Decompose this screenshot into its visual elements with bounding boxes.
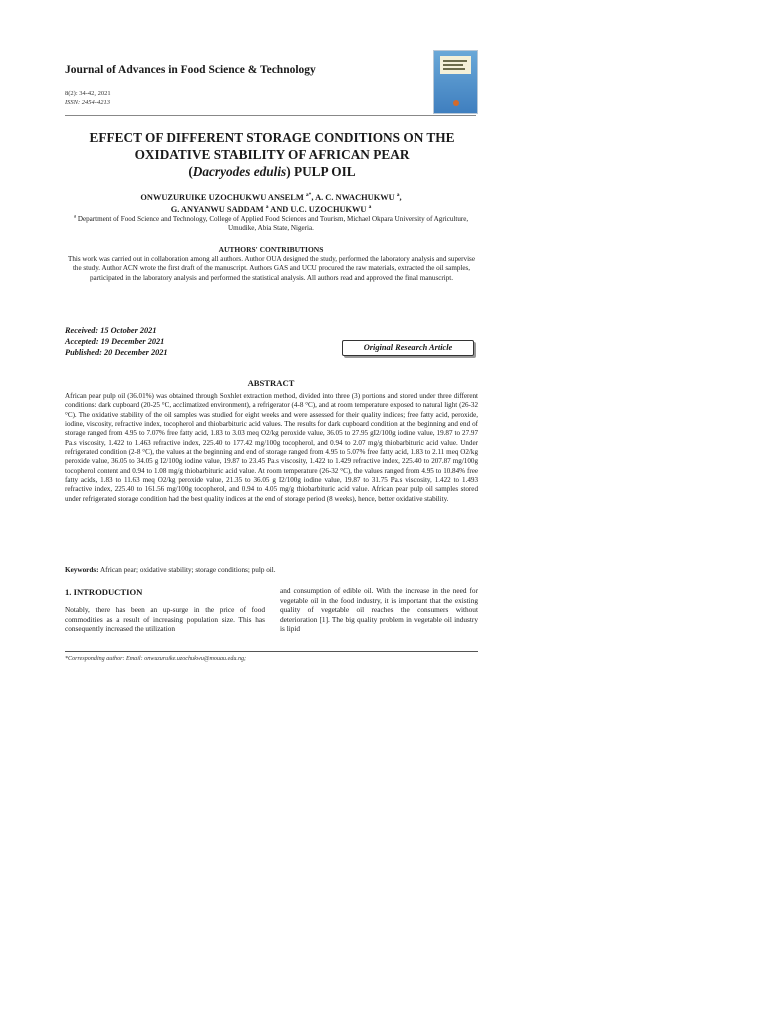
intro-left-column: Notably, there has been an up-surge in the price of food commodities as a result of increasing population size. This has consequently increased the utilization <box>65 605 265 634</box>
keywords-text: African pear; oxidative stability; storage conditions; pulp oil. <box>98 566 276 574</box>
issn: ISSN: 2454-4213 <box>65 99 110 106</box>
paper-title <box>60 129 484 180</box>
journal-title: Journal of Advances in Food Science & Technology <box>65 64 316 76</box>
accepted-date: Accepted: 19 December 2021 <box>65 337 165 346</box>
title-line-3: (Dacryodes edulis) PULP OIL <box>188 164 356 179</box>
introduction-heading: 1. INTRODUCTION <box>65 587 143 597</box>
abstract-heading: ABSTRACT <box>247 378 295 388</box>
corresponding-author-footnote: *Corresponding author: Email: onwuzuruike.uzochukwu@mouau.edu.ng; <box>65 656 247 662</box>
title-line-2: OXIDATIVE STABILITY OF AFRICAN PEAR <box>134 147 410 162</box>
journal-volume-info <box>65 89 111 107</box>
footnote-rule <box>65 651 478 652</box>
intro-right-column: and consumption of edible oil. With the increase in the need for vegetable oil in the food industry, it is important that the existing quality of vegetable oil reaches the consumers without deterioration [1]. The big quality problem in vegetable oil industry is lipid <box>280 586 478 634</box>
cover-logo-icon <box>453 100 459 106</box>
contributions-text: This work was carried out in collaboration among all authors. Author OUA designed the study, performed the laboratory analysis and supervise the study. Author ACN wrote the first draft of the manuscript. Authors GAS and UCU procured the raw materials, extracted the oil samples, participated in the laboratory analysis and performed the statistical analysis. All authors read and approved the final manuscript. <box>68 255 475 282</box>
keywords-label: Keywords: <box>65 566 99 574</box>
received-date: Received: 15 October 2021 <box>65 326 157 335</box>
header-rule <box>65 115 476 116</box>
abstract-text: African pear pulp oil (36.01%) was obtained through Soxhlet extraction method, divided into three (3) portions and stored under three different conditions: dark cupboard (20-25 °C, acclimatized environment), a refrigerator (4-8 °C), and at room temperature exposed to natural light (26-32 °C). The oxidative stability of the oil samples was studied for eight weeks and were assessed for their quality indices; free fatty acid, peroxide, iodine, viscosity, refractive index, tocopherol and thiobarbituric acid values. The results for dark cupboard condition at the beginning and end of storage ranged from 4.95 to 7.07% free fatty acid, 1.83 to 3.03 meq O2/kg peroxide value, 36.05 to 27.95 gI2/100g iodine value, 19.87 to 27.97 Pa.s viscosity, 1.422 to 1.463 refractive index, 225.40 to 177.42 mg/100g tocopherol, and 0.94 to 2.07 mg/g thiobarbituric acid value. Under refrigerated condition (2-8 °C), the values at the beginning and end of storage ranged from 4.95 to 5.07% free fatty acid, 1.83 to 2.11 meq O2/kg peroxide value, 36.05 to 34.05 g I2/100g iodine value, 19.87 to 23.45 Pa.s viscosity, 1.422 to 1.429 refractive index, 225.40 to 207.87 mg/100g tocopherol content and 0.94 to 1.08 mg/g thiobarbituric acid value. At room temperature (26-32 °C), the values ranged from 4.95 to 10.84% free fatty acids, 1.83 to 11.63 meq O2/kg peroxide value, 21.35 to 36.05 g I2/100g iodine value, 19.87 to 31.75 Pa.s viscosity, 1.422 to 1.493 refractive index, 225.40 to 161.56 mg/100g tocopherol, and 0.94 to 4.05 mg/g thiobarbituric acid value. African pear pulp oil samples stored under refrigerated storage condition had the best quality indices at the end of storage period (8 weeks), hence, better oxidative stability. <box>65 392 478 503</box>
author-list <box>65 192 477 216</box>
authors-line-1: ONWUZURUIKE UZOCHUKWU ANSELM $^{a*}$, A. C. NWACHUKWU $^a$, <box>140 192 402 202</box>
scientific-name: Dacryodes edulis <box>192 164 287 179</box>
authors-line-2: G. ANYANWU SADDAM $^a$ AND U.C. UZOCHUKWU $^a$ <box>170 204 372 214</box>
contributions-heading: AUTHORS' CONTRIBUTIONS <box>218 245 324 254</box>
publication-dates <box>65 325 168 358</box>
journal-cover-thumbnail <box>433 50 478 114</box>
article-type-badge: Original Research Article <box>342 340 474 356</box>
published-date: Published: 20 December 2021 <box>65 348 168 357</box>
volume-pages: 8(2): 34-42, 2021 <box>65 90 111 97</box>
title-line-1: EFFECT OF DIFFERENT STORAGE CONDITIONS ON THE <box>89 130 455 145</box>
cover-title-box <box>440 56 471 74</box>
keywords <box>65 566 478 574</box>
affiliation: $^a$ Department of Food Science and Technology, College of Applied Food Sciences and Tourism, Michael Okpara University of Agriculture, Umudike, Abia State, Nigeria. <box>73 214 469 233</box>
